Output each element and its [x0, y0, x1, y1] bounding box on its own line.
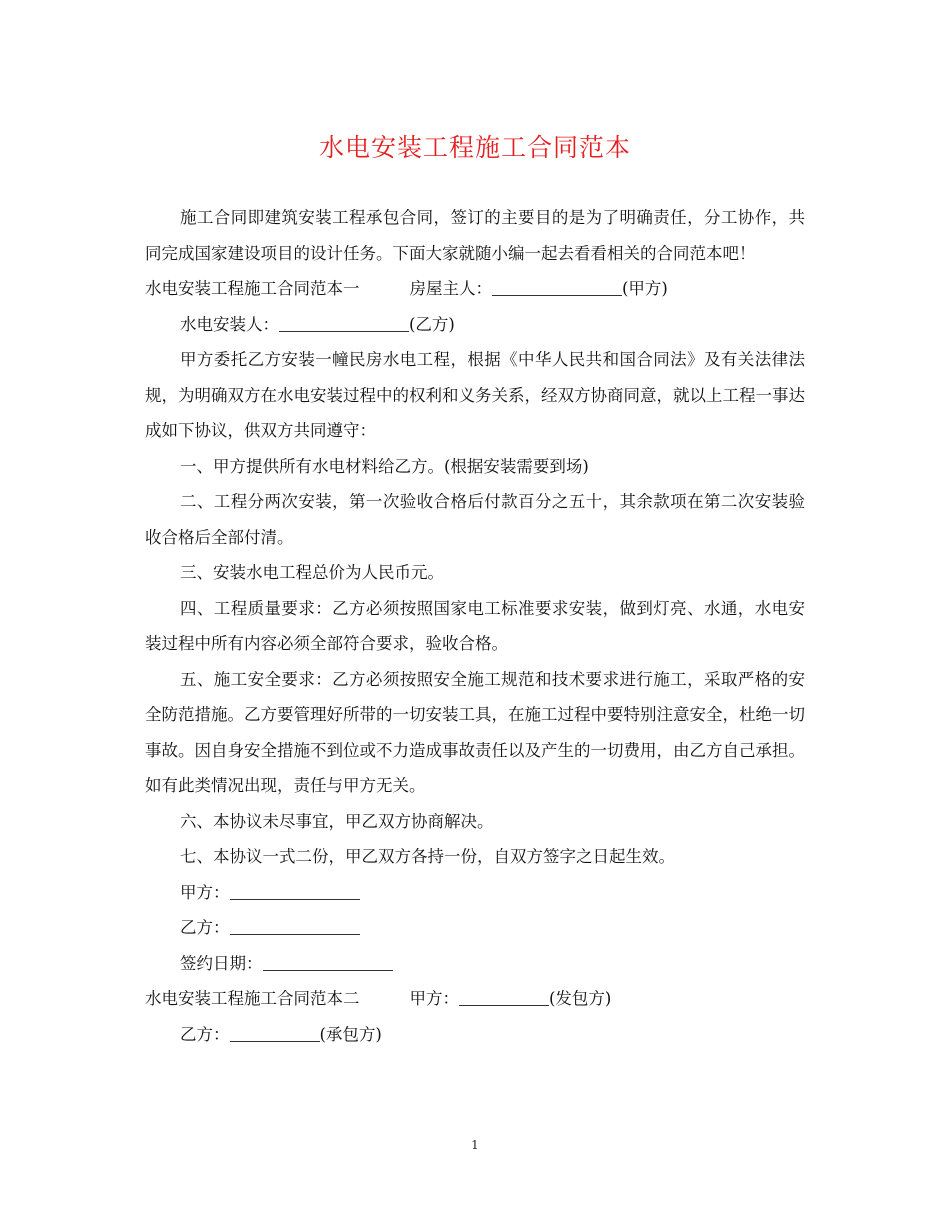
owner-blank — [492, 277, 622, 296]
party-b-suffix: (承包方) — [319, 1024, 382, 1044]
party-a-blank — [459, 987, 549, 1006]
party-a-label: 甲方： — [409, 989, 459, 1008]
installer-line — [145, 307, 805, 343]
document-title: 水电安装工程施工合同范本 — [318, 133, 631, 162]
document-body — [145, 200, 805, 1052]
installer-suffix: (乙方) — [409, 314, 455, 334]
installer-blank — [279, 313, 409, 332]
intro-paragraph: 施工合同即建筑安装工程承包合同，签订的主要目的是为了明确责任，分工协作，共同完成国家建设项目的设计任务。下面大家就随小编一起去看看相关的合同范本吧！ — [145, 208, 805, 263]
sign-date-label: 签约日期： — [180, 953, 263, 973]
contract2-heading-line — [145, 981, 805, 1017]
party-b-label: 乙方： — [180, 1024, 230, 1044]
clause-5: 五、施工安全要求：乙方必须按照安全施工规范和技术要求进行施工，采取严格的安全防范措施。乙方要管理好所带的一切安装工具，在施工过程中要特别注意安全，杜绝一切事故。因自身安全措施不到位或不力造成事故责任以及产生的一切费用，由乙方自己承担。如有此类情况出现，责任与甲方无关。 — [145, 669, 805, 795]
contract1-heading: 水电安装工程施工合同范本一 — [145, 279, 360, 298]
clause-3: 三、安装水电工程总价为人民币元。 — [180, 563, 444, 582]
clause-4: 四、工程质量要求：乙方必须按照国家电工标准要求安装，做到灯亮、水通，水电安装过程中所有内容必须全部符合要求，验收合格。 — [145, 598, 805, 653]
clause-7: 七、本协议一式二份，甲乙双方各持一份，自双方签字之日起生效。 — [180, 847, 675, 866]
owner-label: 房屋主人： — [409, 279, 492, 298]
sign-date-blank — [263, 952, 393, 971]
sign-a-label: 甲方： — [180, 882, 230, 902]
party-a-suffix: (发包方) — [549, 989, 612, 1008]
clause-1: 一、甲方提供所有水电材料给乙方。(根据安装需要到场) — [180, 456, 589, 476]
party-b-blank — [230, 1023, 320, 1042]
clause-2: 二、工程分两次安装，第一次验收合格后付款百分之五十，其余款项在第二次安装验收合格后全部付清。 — [145, 492, 805, 547]
sign-a-line — [145, 875, 805, 911]
sign-date-line — [145, 946, 805, 982]
sign-b-blank — [230, 916, 360, 935]
sign-b-label: 乙方： — [180, 918, 230, 937]
installer-label: 水电安装人： — [180, 314, 279, 334]
preamble-paragraph: 甲方委托乙方安装一幢民房水电工程，根据《中华人民共和国合同法》及有关法律法规，为明确双方在水电安装过程中的权利和义务关系，经双方协商同意，就以上工程一事达成如下协议，供双方共同遵守： — [145, 350, 805, 440]
contract2-heading: 水电安装工程施工合同范本二 — [145, 989, 360, 1008]
sign-b-line — [145, 910, 805, 946]
contract1-heading-line — [145, 271, 805, 307]
sign-a-blank — [230, 881, 360, 900]
page-number: 1 — [471, 1138, 479, 1152]
clause-6: 六、本协议未尽事宜，甲乙双方协商解决。 — [180, 811, 494, 831]
owner-suffix: (甲方) — [622, 279, 668, 298]
party-b-line — [145, 1017, 805, 1053]
